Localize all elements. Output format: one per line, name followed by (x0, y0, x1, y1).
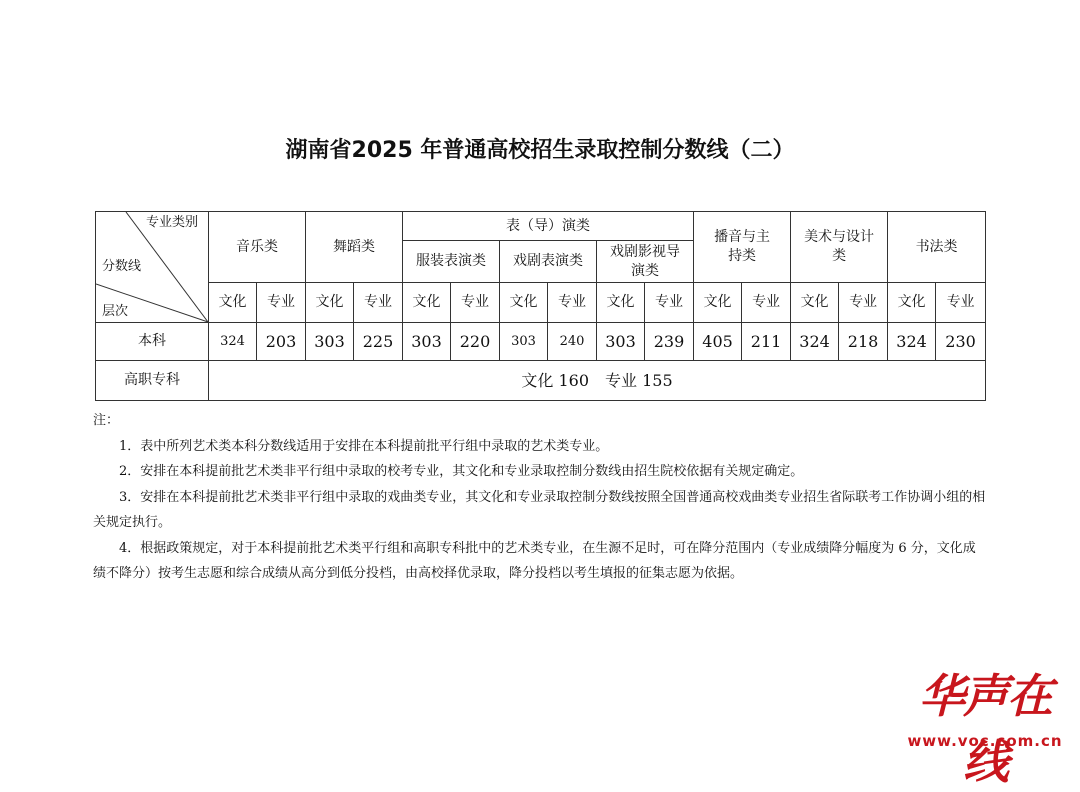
score-costume-culture: 303 (403, 323, 451, 361)
watermark-logo: 华声在线 (919, 669, 1051, 789)
note-item: 2．安排在本科提前批艺术类非平行组中录取的校考专业，其文化和专业录取控制分数线由招生院校依据有关规定确定。 (119, 464, 804, 479)
sub-culture: 文化 (500, 283, 548, 323)
sub-major: 专业 (839, 283, 888, 323)
header-music: 音乐类 (209, 212, 306, 283)
row-label-undergrad: 本科 (96, 323, 209, 361)
score-art-culture: 324 (791, 323, 839, 361)
vocational-scores: 文化 160 专业 155 (209, 361, 986, 401)
score-music-culture: 324 (209, 323, 257, 361)
sub-culture: 文化 (209, 283, 257, 323)
header-calligraphy: 书法类 (888, 212, 986, 283)
sub-major: 专业 (354, 283, 403, 323)
sub-major: 专业 (548, 283, 597, 323)
header-costume: 服装表演类 (403, 241, 500, 283)
score-broadcast-major: 211 (742, 323, 791, 361)
sub-culture: 文化 (791, 283, 839, 323)
score-calligraphy-major: 230 (936, 323, 986, 361)
score-costume-major: 220 (451, 323, 500, 361)
header-film: 戏剧影视导演类 (597, 241, 694, 283)
sub-culture: 文化 (306, 283, 354, 323)
score-dance-major: 225 (354, 323, 403, 361)
score-drama-culture: 303 (500, 323, 548, 361)
sub-major: 专业 (257, 283, 306, 323)
row-label-vocational: 高职专科 (96, 361, 209, 401)
header-dance: 舞蹈类 (306, 212, 403, 283)
score-music-major: 203 (257, 323, 306, 361)
sub-major: 专业 (742, 283, 791, 323)
sub-major: 专业 (451, 283, 500, 323)
corner-label-score: 分数线 (102, 259, 142, 274)
page-title: 湖南省2025 年普通高校招生录取控制分数线（二） (285, 138, 795, 163)
score-dance-culture: 303 (306, 323, 354, 361)
header-broadcast: 播音与主持类 (694, 212, 791, 283)
score-art-major: 218 (839, 323, 888, 361)
corner-header-cell (96, 212, 209, 323)
header-performance: 表（导）演类 (403, 212, 694, 241)
score-calligraphy-culture: 324 (888, 323, 936, 361)
sub-culture: 文化 (888, 283, 936, 323)
score-table (95, 211, 986, 401)
note-item: 3．安排在本科提前批艺术类非平行组中录取的戏曲类专业，其文化和专业录取控制分数线按照全国普通高校戏曲类专业招生省际联考工作协调小组的相关规定执行。 (93, 489, 986, 530)
notes-heading: 注： (93, 413, 120, 428)
score-film-culture: 303 (597, 323, 645, 361)
sub-major: 专业 (645, 283, 694, 323)
score-drama-major: 240 (548, 323, 597, 361)
watermark-url: www.voc.com.cn (907, 732, 1063, 750)
header-drama: 戏剧表演类 (500, 241, 597, 283)
sub-culture: 文化 (597, 283, 645, 323)
score-film-major: 239 (645, 323, 694, 361)
notes-section (93, 408, 987, 587)
sub-culture: 文化 (403, 283, 451, 323)
note-item: 1．表中所列艺术类本科分数线适用于安排在本科提前批平行组中录取的艺术类专业。 (119, 438, 609, 454)
header-art: 美术与设计类 (791, 212, 888, 283)
score-broadcast-culture: 405 (694, 323, 742, 361)
note-item: 4．根据政策规定，对于本科提前批艺术类平行组和高职专科批中的艺术类专业，在生源不足时，可在降分范围内（专业成绩降分幅度为 6 分，文化成绩不降分）按考生志愿和综合成绩从高分到低分投档，由高校择优录取，降分投档以考生填报的征集志愿为依据。 (93, 540, 976, 581)
corner-label-category: 专业类别 (146, 215, 199, 230)
sub-culture: 文化 (694, 283, 742, 323)
watermark (905, 660, 1065, 789)
sub-major: 专业 (936, 283, 986, 323)
corner-label-level: 层次 (102, 304, 129, 319)
